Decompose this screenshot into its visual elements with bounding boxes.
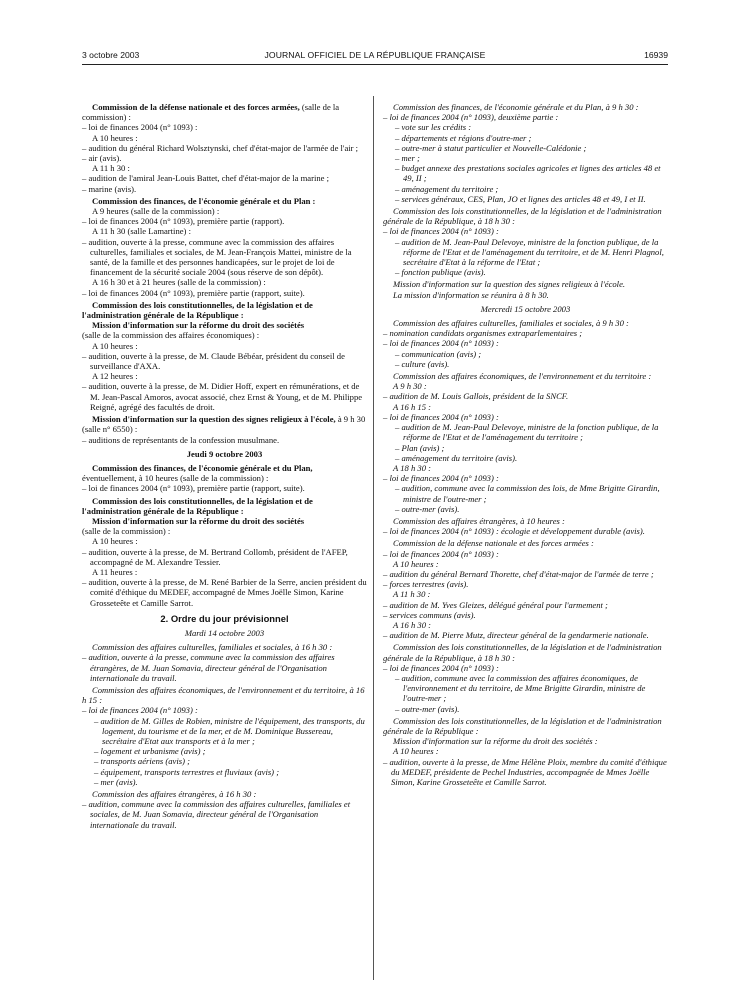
header-title: JOURNAL OFFICIEL DE LA RÉPUBLIQUE FRANÇAISE: [264, 50, 486, 60]
entry-heading: Commission des lois constitutionnelles, de la législation et de l'administration générale de la République :: [82, 495, 313, 516]
list-item: – loi de finances 2004 (n° 1093) :: [383, 226, 499, 237]
entry-heading: Commission des affaires culturelles, familiales et sociales, à 9 h 30 :: [393, 318, 629, 329]
list-item: – marine (avis).: [82, 183, 137, 194]
list-item: – loi de finances 2004 (n° 1093) :: [383, 338, 499, 349]
entry-note: La mission d'information se réunira à 8 h 30.: [393, 289, 549, 300]
list-item: – audition de M. Gilles de Robien, ministre de l'équipement, des transports, du logement, du tourisme et de la mer, et de M. Dominique Bussereau, secrétaire d'Etat aux transports et à la mer ;: [94, 715, 365, 746]
section-title: 2. Ordre du jour prévisionnel: [160, 612, 289, 624]
entry-heading-detail: éventuellement, à 10 heures (salle de la commission) :: [82, 473, 269, 484]
list-item: – outre-mer (avis).: [395, 503, 460, 514]
list-item: – audition du général Richard Wolsztynski, chef d'état-major de l'armée de l'air ;: [82, 142, 359, 153]
list-item: – air (avis).: [82, 153, 122, 164]
list-item: – audition de M. Jean-Paul Delevoye, ministre de la fonction publique, de la réforme de l'Etat et de l'aménagement du territoire, et de M. Henri Plagnol, secrétaire d'Etat à la réforme de l'Etat ;: [395, 236, 664, 268]
list-item: – équipement, transports terrestres et fluviaux (avis) ;: [94, 766, 280, 777]
entry-heading-text: Commission de la défense nationale et des forces armées,: [92, 102, 300, 112]
list-item: – logement et urbanisme (avis) ;: [94, 746, 206, 757]
list-item: – aménagement du territoire ;: [395, 183, 499, 194]
list-item: – audition, ouverte à la presse, de M. Bertrand Collomb, président de l'AFEP, accompagné de M. Alexandre Tessier.: [82, 546, 348, 567]
entry-heading: [82, 414, 367, 434]
list-item: – services communs (avis).: [383, 609, 476, 620]
list-item: – audition, ouverte à la presse, de Mme Hélène Ploix, membre du comité d'éthique du MEDEF, présidente de Pechel Industries, accompagnée de Mmes Joëlle Simon, Karine Grosseteête et Camille Sarrot.: [383, 756, 667, 787]
entry-heading: Commission des affaires étrangères, à 16 h 30 :: [92, 789, 257, 799]
list-item: – outre-mer à statut particulier et Nouvelle-Calédonie ;: [395, 142, 587, 153]
list-item: – audition, commune avec la commission des lois, de Mme Brigitte Girardin, ministre de l'outre-mer ;: [395, 483, 660, 504]
entry-heading: Commission des lois constitutionnelles, de la législation et de l'administration générale de la République :: [82, 299, 313, 321]
list-item: – audition de M. Jean-Paul Delevoye, ministre de la fonction publique, de la réforme de l'Etat et de l'aménagement du territoire ;: [395, 422, 659, 443]
time-label: A 16 h 30 :: [393, 619, 432, 630]
time-label: A 11 heures :: [92, 566, 138, 577]
list-item: – transports aériens (avis) ;: [94, 756, 190, 767]
entry-detail: (salle de la commission des affaires économiques) :: [82, 330, 260, 341]
list-item: – audition, ouverte à la presse, de M. Didier Hoff, expert en rémunérations, et de M. Jean-Pascal Amoros, avocat associé, chez Ernst & Young, et de M. Philippe Reigné, agrégé des facultés de droit.: [82, 381, 363, 412]
time-label: A 11 h 30 :: [393, 589, 431, 600]
list-item: – loi de finances 2004 (n° 1093) :: [82, 705, 198, 716]
list-item: – audition, commune avec la commission des affaires économiques, de l'environnement et du territoire, de Mme Brigitte Girardin, ministre de l'outre-mer ;: [395, 672, 646, 704]
entry-heading-text: Mission d'information sur la question des signes religieux à l'école,: [92, 414, 336, 425]
mission-heading: Mission d'information sur la réforme du droit des sociétés: [92, 515, 305, 526]
header-date: 3 octobre 2003: [82, 50, 140, 60]
list-item: – audition de M. Yves Gleizes, délégué général pour l'armement ;: [383, 599, 608, 610]
header-rule: [82, 64, 668, 65]
left-column: [82, 100, 367, 830]
entry-heading: Commission des lois constitutionnelles, de la législation et de l'administration générale de la République :: [383, 715, 662, 736]
list-item: – loi de finances 2004 (n° 1093), première partie (rapport).: [82, 216, 285, 227]
list-item: – loi de finances 2004 (n° 1093), première partie (rapport, suite).: [82, 483, 305, 494]
list-item: – forces terrestres (avis).: [383, 579, 469, 590]
list-item: – aménagement du territoire (avis).: [395, 452, 518, 463]
list-item: – Plan (avis) ;: [395, 442, 445, 453]
time-label: A 11 h 30 :: [92, 163, 130, 174]
list-item: – loi de finances 2004 (n° 1093) :: [383, 473, 499, 484]
mission-heading: Mission d'information sur la réforme du droit des sociétés: [92, 320, 305, 331]
entry-heading: [82, 102, 367, 122]
entry-heading: Commission des lois constitutionnelles, de la législation et de l'administration générale de la République, à 18 h 30 :: [383, 642, 662, 663]
list-item: – audition de M. Pierre Mutz, directeur général de la gendarmerie nationale.: [383, 630, 649, 641]
list-item: – mer (avis).: [94, 776, 138, 787]
list-item: – loi de finances 2004 (n° 1093), deuxième partie :: [383, 112, 559, 123]
entry-heading: Commission de la défense nationale et des forces armées :: [393, 538, 594, 549]
list-item: – culture (avis).: [395, 358, 450, 369]
time-label: A 10 heures :: [92, 132, 138, 143]
time-label: A 9 h 30 :: [393, 381, 427, 392]
time-label: A 9 heures (salle de la commission) :: [92, 206, 220, 217]
time-label: A 18 h 30 :: [393, 462, 432, 473]
entry-heading: [82, 463, 367, 483]
entry-heading-text: Commission des finances, de l'économie générale et du Plan,: [92, 462, 313, 473]
list-item: – loi de finances 2004 (n° 1093), première partie (rapport, suite).: [82, 287, 305, 298]
time-label: A 10 heures :: [92, 536, 138, 547]
list-item: – audition de l'amiral Jean-Louis Battet, chef d'état-major de la marine ;: [82, 173, 329, 184]
entry-heading-detail: à 9 h 30 (salle n° 6550) :: [82, 414, 366, 435]
time-label: A 10 heures :: [393, 746, 439, 757]
list-item: – auditions de représentants de la confession musulmane.: [82, 434, 280, 445]
list-item: – fonction publique (avis).: [395, 267, 486, 278]
list-item: – mer ;: [395, 153, 420, 164]
entry-heading: Mission d'information sur la question des signes religieux à l'école.: [393, 279, 626, 290]
list-item: – audition de M. Louis Gallois, président de la SNCF.: [383, 391, 569, 402]
entry-heading: Commission des finances, de l'économie générale et du Plan :: [92, 195, 316, 206]
list-item: – audition, ouverte à la presse, de M. René Barbier de la Serre, ancien président du comité d'éthique du MEDEF, accompagné de Mmes Joëlle Simon, Karine Grosseteête et Camille Sarrot.: [82, 577, 367, 608]
entry-heading: Commission des affaires économiques, de l'environnement et du territoire :: [393, 371, 652, 382]
list-item: – audition, ouverte à la presse, de M. Claude Bébéar, président du conseil de surveillance d'AXA.: [82, 350, 345, 372]
right-column: [383, 100, 668, 787]
list-item: – loi de finances 2004 (n° 1093) :: [383, 411, 499, 422]
time-label: A 16 h 30 et à 21 heures (salle de la commission) :: [92, 277, 266, 288]
list-item: – loi de finances 2004 (n° 1093) :: [383, 548, 499, 559]
list-item: – départements et régions d'outre-mer ;: [395, 132, 532, 143]
entry-heading: Commission des affaires étrangères, à 10 heures :: [393, 515, 565, 526]
day-heading: Mardi 14 octobre 2003: [184, 627, 265, 638]
header-page-number: 16939: [644, 50, 668, 60]
list-item: – services généraux, CES, Plan, JO et lignes des articles 48 et 49, I et II.: [395, 193, 646, 204]
mission-heading: Mission d'information sur la réforme du droit des sociétés :: [393, 736, 598, 747]
list-item: – audition, commune avec la commission des affaires culturelles, familiales et sociales, de M. Juan Somavia, directeur général de l'Organisation internationale du travail.: [82, 799, 351, 830]
list-item: – audition, ouverte à la presse, commune avec la commission des affaires étrangères, de M. Juan Somavia, directeur général de l'Organisation internationale du travail.: [82, 652, 335, 683]
day-heading: Mercredi 15 octobre 2003: [480, 303, 571, 314]
page-header: [82, 50, 668, 64]
day-heading: Jeudi 9 octobre 2003: [186, 448, 263, 459]
column-divider: [373, 96, 374, 980]
time-label: A 10 heures :: [92, 340, 138, 351]
entry-heading: Commission des affaires culturelles, familiales et sociales, à 16 h 30 :: [92, 642, 333, 653]
list-item: – outre-mer (avis).: [395, 703, 460, 714]
time-label: A 10 heures :: [393, 558, 439, 569]
entry-heading: Commission des affaires économiques, de l'environnement et du territoire, à 16 h 15 :: [82, 684, 365, 706]
time-label: A 11 h 30 (salle Lamartine) :: [92, 226, 191, 237]
list-item: – budget annexe des prestations sociales agricoles et lignes des articles 48 et 49, II ;: [395, 163, 661, 184]
list-item: – nomination candidats organismes extraparlementaires ;: [383, 328, 583, 339]
list-item: – audition du général Bernard Thorette, chef d'état-major de l'armée de terre ;: [383, 568, 654, 579]
time-label: A 16 h 15 :: [393, 401, 432, 412]
entry-heading: Commission des finances, de l'économie générale et du Plan, à 9 h 30 :: [393, 102, 639, 112]
list-item: – communication (avis) ;: [395, 348, 482, 359]
list-item: – loi de finances 2004 (n° 1093) :: [383, 662, 499, 673]
entry-heading-detail: (salle de la commission) :: [82, 102, 340, 123]
list-item: – audition, ouverte à la presse, commune avec la commission des affaires culturelles, familiales et sociales, de M. Jean-François Mattei, ministre de la santé, de la famille et des personnes handicapées, sur le projet de loi de financement de la sécurité sociale 2004 (sous réserve de son dépôt).: [82, 236, 352, 278]
time-label: A 12 heures :: [92, 371, 138, 382]
list-item: – vote sur les crédits :: [395, 122, 472, 133]
entry-detail: (salle de la commission) :: [82, 526, 171, 537]
list-item: – loi de finances 2004 (n° 1093) :: [82, 122, 198, 133]
entry-heading: Commission des lois constitutionnelles, de la législation et de l'administration générale de la République, à 18 h 30 :: [383, 206, 662, 227]
italic-block: [82, 642, 367, 830]
list-item: – loi de finances 2004 (n° 1093) : écologie et développement durable (avis).: [383, 526, 645, 537]
